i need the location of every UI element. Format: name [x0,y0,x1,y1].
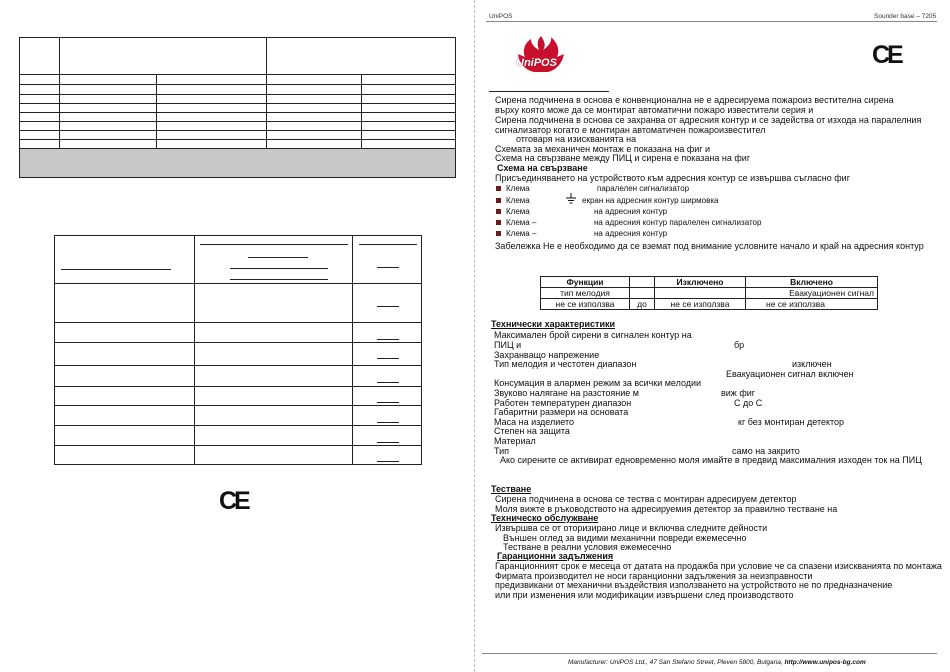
warranty-line: или при изменения или модификации извършени след производството [495,590,794,600]
func-col-header: Включено [746,277,878,288]
spec-value: бр [734,340,745,350]
title-underline [489,91,609,92]
bullet-icon [496,231,501,236]
footer-url[interactable]: http://www.unipos-bg.com [784,659,866,666]
wiring-heading: Схема на свързване [497,163,588,173]
spec-value: изключен [792,359,832,369]
func-cell: не се използва [541,299,630,310]
spec-line: Максимален брой сирени в сигнален контур на [494,330,692,340]
top-table [19,37,456,178]
spec-value: Евакуационен сигнал включен [726,369,854,379]
wiring-item-desc: на адресния контур [594,207,668,216]
spec-line: Захранващо напрежение [494,350,600,360]
intro-line: Сирена подчинена в основа е конвенционална не е адресируема пожароиз вестителна сирена [495,95,894,105]
spec-line: Работен температурен диапазон [494,398,632,408]
bullet-icon [496,186,501,191]
intro-line: отговаря на изискванията на [516,134,637,144]
wiring-item-desc: на адресния контур паралелен сигнализатор [594,218,762,227]
spec-line: Материал [494,436,536,446]
header-doc: Sounder base – 7205 [874,13,937,20]
intro-line: Схема на свързване между ПИЦ и сирена е показана на фиг [495,153,751,163]
intro-line: Схемата за механичен монтаж е показана на фиг и [495,144,711,154]
wiring-item-label: Клема [506,184,530,193]
maintenance-heading: Техническо обслужване [491,513,599,523]
maintenance-line: Тестване в реални условия ежемесечно [503,542,672,552]
bullet-icon [496,198,501,203]
warranty-heading: Гаранционни задължения [497,551,614,561]
func-col-header [630,277,655,288]
func-col-header: Функции [541,277,630,288]
testing-heading: Тестване [491,484,532,494]
func-cell: до [630,299,655,310]
bullet-icon [496,209,501,214]
specs-warning: Ако сирените се активират едновременно моля имайте в предвид максималния изходен ток на ПИЦ [500,455,922,465]
func-col-header: Изключено [655,277,746,288]
maintenance-line: Извършва се от оторизирано лице и включва следните дейности [495,523,768,533]
ce-mark-right: CE [872,41,901,69]
func-cell [630,288,655,299]
maintenance-line: Външен оглед за видими механични повреди ежемесечно [503,533,747,543]
spec-value: кг без монтиран детектор [738,417,845,427]
spec-line: Тип мелодия и честотен диапазон [494,359,637,369]
wiring-note: Забележка Не е необходимо да се вземат под внимание условните начало и край на адресния контур [495,241,924,251]
bullet-icon [496,220,501,225]
second-table [54,235,422,465]
spec-line: Степен на защита [494,426,570,436]
table-shaded-area [20,149,455,177]
wiring-item-label: Клема [506,196,530,205]
wiring-item-label: Клема [506,207,530,216]
footer-text: Manufacturer: UniPOS Ltd., 47 San Stefano Street, Pleven 5800, Bulgaria, [568,659,785,666]
func-cell: тип мелодия [541,288,630,299]
func-cell [655,288,746,299]
logo-flame-icon [512,34,570,78]
spec-line: Маса на изделието [494,417,575,427]
wiring-item-desc: паралелен сигнализатор [597,184,690,193]
func-cell: Евакуационен сигнал [746,288,878,299]
intro-line: Сирена подчинена в основа се захранва от адресния контур и се задейства от изхода на паралелния [495,115,922,125]
intro-line: сигнализатор когато е монтиран автоматичен пожароизвестител [495,125,766,135]
spec-line: Габаритни размери на основата [494,407,629,417]
spec-line: ПИЦ и [494,340,522,350]
wiring-sub: Присъединяването на устройството към адресния контур се извършва съгласно фиг [495,173,850,183]
testing-line: Моля вижте в ръководството на адресируемия детектор за правилно тестване на [495,504,838,514]
ground-icon [566,192,576,204]
warranty-line: предизвикани от механични въздействия използването на устройството не по предназначение [495,580,893,590]
footer [568,658,866,668]
unipos-logo [512,34,570,78]
logo-text: UniPOS [516,57,557,69]
spec-line: Тип [494,446,510,456]
spec-line: Звуково налягане на разстояние м [494,388,639,398]
wiring-item-label: Клема – [506,229,537,238]
spec-value: С до С [734,398,763,408]
spec-value: само на закрито [732,446,800,456]
intro-line: върху която може да се монтират автоматични пожаро известители серия и [495,105,814,115]
function-table [540,276,878,310]
func-cell: не се използва [655,299,746,310]
warranty-line: Гаранционният срок е месеца от датата на продажба при условие че са спазени изискванията по монтажа [495,561,942,571]
warranty-line: Фирмата производител не носи гаранционни задължения за неизправности [495,571,813,581]
ce-mark-left: CE [219,487,248,515]
spec-value: виж фиг [721,388,756,398]
spec-line: Консумация в алармен режим за всички мелодии [494,378,702,388]
header-brand: UniPOS [489,13,513,20]
specs-heading: Технически характеристики [491,319,616,329]
page-separator [474,0,475,672]
wiring-item-desc: екран на адресния контур ширмовка [582,196,719,205]
wiring-item-desc: на адресния контур [594,229,668,238]
testing-line: Сирена подчинена в основа се тества с монтиран адресируем детектор [495,494,797,504]
wiring-item-label: Клема – [506,218,537,227]
func-cell: не се използва [746,299,878,310]
